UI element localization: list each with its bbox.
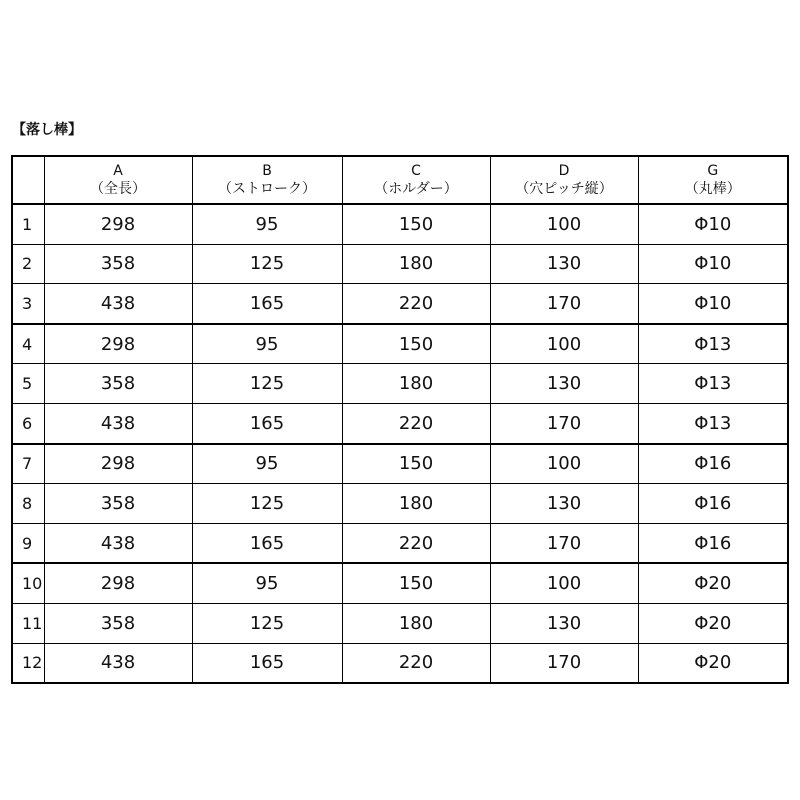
cell-a: 358 bbox=[44, 484, 192, 524]
cell-g: Φ20 bbox=[638, 563, 788, 603]
header-col-c bbox=[342, 156, 490, 204]
cell-a: 438 bbox=[44, 284, 192, 324]
cell-c: 220 bbox=[342, 643, 490, 683]
table-row bbox=[12, 324, 788, 364]
cell-b: 95 bbox=[192, 444, 342, 484]
cell-a: 298 bbox=[44, 204, 192, 244]
header-label: （ホルダー） bbox=[374, 181, 458, 197]
row-number: 5 bbox=[12, 364, 44, 404]
table-row bbox=[12, 364, 788, 404]
row-number: 8 bbox=[12, 484, 44, 524]
cell-d: 100 bbox=[490, 563, 638, 603]
header-letter: G bbox=[707, 163, 719, 179]
cell-d: 130 bbox=[490, 484, 638, 524]
cell-b: 95 bbox=[192, 204, 342, 244]
cell-d: 170 bbox=[490, 643, 638, 683]
cell-g: Φ13 bbox=[638, 364, 788, 404]
cell-c: 220 bbox=[342, 284, 490, 324]
header-letter: C bbox=[411, 163, 421, 179]
cell-g: Φ16 bbox=[638, 523, 788, 563]
header-label: （穴ピッチ縦） bbox=[515, 181, 613, 197]
row-number: 4 bbox=[12, 324, 44, 364]
cell-b: 125 bbox=[192, 244, 342, 284]
cell-g: Φ16 bbox=[638, 444, 788, 484]
cell-b: 95 bbox=[192, 324, 342, 364]
table-row bbox=[12, 643, 788, 683]
cell-g: Φ10 bbox=[638, 284, 788, 324]
cell-b: 125 bbox=[192, 603, 342, 643]
row-number: 10 bbox=[12, 563, 44, 603]
table-row bbox=[12, 484, 788, 524]
table-row bbox=[12, 444, 788, 484]
row-number: 3 bbox=[12, 284, 44, 324]
row-number: 1 bbox=[12, 204, 44, 244]
header-letter: D bbox=[558, 163, 570, 179]
table-row bbox=[12, 403, 788, 443]
cell-b: 165 bbox=[192, 403, 342, 443]
cell-d: 100 bbox=[490, 444, 638, 484]
cell-d: 130 bbox=[490, 603, 638, 643]
header-row bbox=[12, 156, 788, 204]
row-number: 12 bbox=[12, 643, 44, 683]
cell-d: 170 bbox=[490, 403, 638, 443]
cell-c: 180 bbox=[342, 244, 490, 284]
cell-d: 130 bbox=[490, 244, 638, 284]
header-label: （全長） bbox=[90, 181, 146, 197]
cell-d: 100 bbox=[490, 204, 638, 244]
cell-b: 165 bbox=[192, 523, 342, 563]
table-row bbox=[12, 603, 788, 643]
table-row bbox=[12, 523, 788, 563]
header-col-d bbox=[490, 156, 638, 204]
cell-g: Φ16 bbox=[638, 484, 788, 524]
table-row bbox=[12, 244, 788, 284]
cell-g: Φ13 bbox=[638, 324, 788, 364]
cell-a: 298 bbox=[44, 563, 192, 603]
cell-b: 125 bbox=[192, 484, 342, 524]
header-letter: B bbox=[262, 163, 272, 179]
cell-c: 180 bbox=[342, 484, 490, 524]
table-row bbox=[12, 204, 788, 244]
header-col-a bbox=[44, 156, 192, 204]
cell-c: 180 bbox=[342, 603, 490, 643]
cell-c: 150 bbox=[342, 563, 490, 603]
row-number: 7 bbox=[12, 444, 44, 484]
header-label: （ストローク） bbox=[218, 181, 316, 197]
cell-d: 170 bbox=[490, 523, 638, 563]
header-col-g bbox=[638, 156, 788, 204]
header-label: （丸棒） bbox=[684, 181, 741, 197]
cell-d: 100 bbox=[490, 324, 638, 364]
cell-d: 170 bbox=[490, 284, 638, 324]
cell-g: Φ20 bbox=[638, 643, 788, 683]
cell-c: 220 bbox=[342, 523, 490, 563]
cell-c: 150 bbox=[342, 324, 490, 364]
row-number: 6 bbox=[12, 403, 44, 443]
spec-table bbox=[11, 155, 789, 684]
cell-b: 165 bbox=[192, 643, 342, 683]
header-letter: A bbox=[113, 163, 123, 179]
row-number: 9 bbox=[12, 523, 44, 563]
cell-a: 298 bbox=[44, 444, 192, 484]
cell-b: 125 bbox=[192, 364, 342, 404]
cell-b: 95 bbox=[192, 563, 342, 603]
row-number: 11 bbox=[12, 603, 44, 643]
cell-c: 150 bbox=[342, 204, 490, 244]
cell-a: 358 bbox=[44, 244, 192, 284]
cell-a: 358 bbox=[44, 364, 192, 404]
table-row bbox=[12, 284, 788, 324]
cell-a: 298 bbox=[44, 324, 192, 364]
cell-c: 220 bbox=[342, 403, 490, 443]
cell-c: 180 bbox=[342, 364, 490, 404]
table-row bbox=[12, 563, 788, 603]
row-number: 2 bbox=[12, 244, 44, 284]
header-col-b bbox=[192, 156, 342, 204]
cell-a: 438 bbox=[44, 523, 192, 563]
cell-a: 358 bbox=[44, 603, 192, 643]
cell-g: Φ10 bbox=[638, 244, 788, 284]
cell-d: 130 bbox=[490, 364, 638, 404]
cell-g: Φ13 bbox=[638, 403, 788, 443]
cell-g: Φ20 bbox=[638, 603, 788, 643]
cell-c: 150 bbox=[342, 444, 490, 484]
page-title: 【落し棒】 bbox=[12, 122, 82, 138]
cell-b: 165 bbox=[192, 284, 342, 324]
header-index-cell bbox=[12, 156, 44, 204]
cell-a: 438 bbox=[44, 643, 192, 683]
cell-a: 438 bbox=[44, 403, 192, 443]
cell-g: Φ10 bbox=[638, 204, 788, 244]
